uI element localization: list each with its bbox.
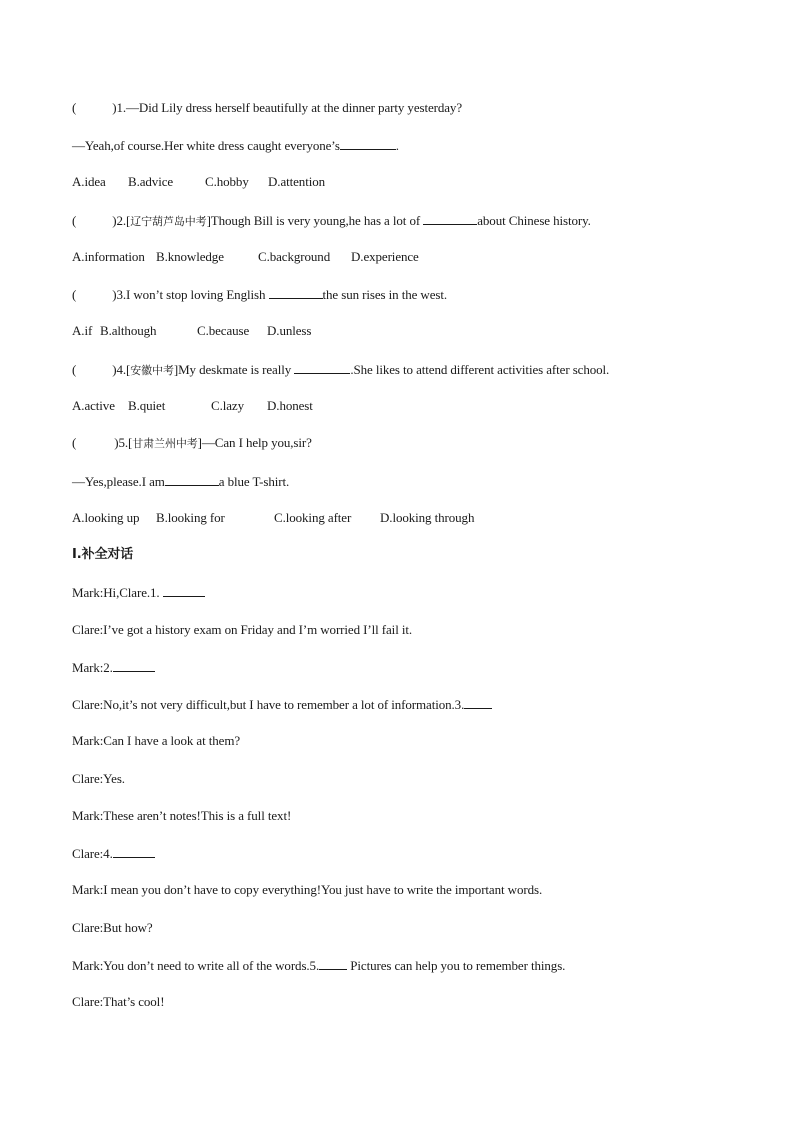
dialogue-line-10: Clare:But how? (72, 920, 153, 935)
section-heading: Ⅰ.补全对话 (72, 547, 134, 562)
option-d: D.attention (268, 174, 326, 189)
question-5: ( )5.[甘肃兰州中考]—Can I help you,sir? (72, 435, 312, 450)
question-2-options (72, 249, 419, 265)
question-1-stem: )1.—Did Lily dress herself beautifully at the dinner party yesterday? (112, 100, 462, 115)
dialogue-line-2: Clare:I’ve got a history exam on Friday and I’m worried I’ll fail it. (72, 622, 413, 637)
dialogue-line-12: Clare:That’s cool! (72, 994, 165, 1009)
option-a: A.if (72, 323, 93, 338)
option-a: A.active (72, 398, 115, 413)
answer-paren: ( (72, 362, 77, 377)
fill-blank (113, 659, 155, 672)
option-a: A.information (72, 249, 145, 264)
option-b: B.looking for (156, 510, 225, 525)
option-d: D.honest (267, 398, 313, 413)
fill-blank (319, 957, 347, 970)
fill-blank (294, 361, 350, 374)
option-b: B.advice (128, 174, 174, 189)
option-b: B.knowledge (156, 249, 224, 264)
fill-blank (165, 473, 219, 486)
answer-paren: ( (72, 435, 77, 450)
option-c: C.looking after (274, 510, 352, 525)
dialogue-line-5: Mark:Can I have a look at them? (72, 733, 241, 748)
question-1-options (72, 174, 325, 190)
option-d: D.looking through (380, 510, 475, 525)
option-c: C.hobby (205, 174, 249, 189)
dialogue-line-9: Mark:I mean you don’t have to copy everything!You just have to write the important words. (72, 882, 543, 897)
dialogue-line-8: Clare:4. (72, 845, 155, 862)
source-tag: 甘肃兰州中考 (132, 437, 198, 450)
option-a: A.idea (72, 174, 106, 189)
option-b: B.although (100, 323, 157, 338)
question-5-options (72, 510, 474, 526)
question-1 (72, 100, 462, 116)
option-c: C.lazy (211, 398, 244, 413)
question-5-response: —Yes,please.I am a blue T-shirt. (72, 474, 290, 489)
source-tag: 辽宁葫芦岛中考 (130, 215, 207, 228)
question-3-options (72, 323, 311, 339)
dialogue-line-4: Clare:No,it’s not very difficult,but I have to remember a lot of information.3. (72, 696, 492, 713)
option-c: C.background (258, 249, 331, 264)
dialogue-line-7: Mark:These aren’t notes!This is a full text! (72, 808, 292, 823)
fill-blank (269, 286, 323, 299)
question-3: ( )3.I won’t stop loving English the sun rises in the west. (72, 287, 448, 302)
fill-blank (340, 137, 396, 150)
dialogue-line-3: Mark:2. (72, 659, 155, 676)
question-4-options (72, 398, 313, 414)
option-d: D.unless (267, 323, 312, 338)
question-2: ( )2.[辽宁葫芦岛中考]Though Bill is very young,he has a lot of about Chinese history. (72, 213, 591, 228)
fill-blank (163, 584, 205, 597)
fill-blank (423, 212, 477, 225)
dialogue-line-6: Clare:Yes. (72, 771, 125, 786)
option-c: C.because (197, 323, 250, 338)
option-b: B.quiet (128, 398, 166, 413)
answer-paren: ( (72, 287, 77, 302)
option-a: A.looking up (72, 510, 140, 525)
option-d: D.experience (351, 249, 419, 264)
fill-blank (113, 845, 155, 858)
dialogue-line-11: Mark:You don’t need to write all of the words.5. Pictures can help you to remember things. (72, 958, 566, 973)
question-4: ( )4.[安徽中考]My deskmate is really .She likes to attend different activities after school. (72, 362, 610, 377)
fill-blank (464, 696, 492, 709)
question-1-response: —Yeah,of course.Her white dress caught everyone’s . (72, 138, 399, 153)
dialogue-line-1: Mark:Hi,Clare.1. (72, 584, 205, 601)
source-tag: 安徽中考 (130, 364, 174, 377)
answer-paren: ( (72, 100, 77, 115)
answer-paren: ( (72, 213, 77, 228)
